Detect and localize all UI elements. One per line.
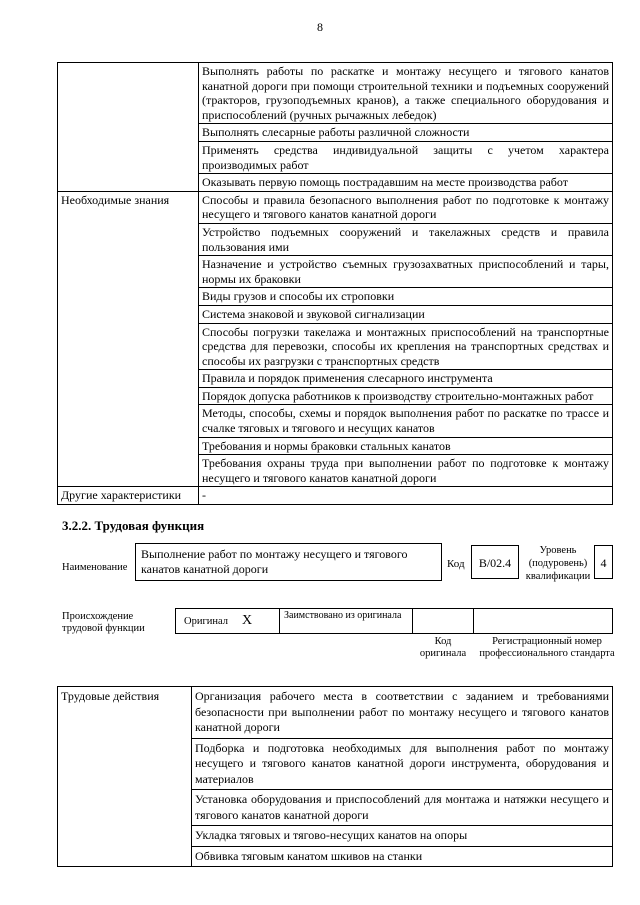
original-code-box (412, 608, 474, 634)
original-mark: X (242, 613, 253, 628)
row-label: Другие характеристики (58, 487, 199, 505)
reg-number-caption: Регистрационный номер профессионального стандарта (479, 636, 615, 659)
row-item: Порядок допуска работников к производству строительно-монтажных работ (199, 387, 613, 405)
function-name-value: Выполнение работ по монтажу несущего и тягового канатов канатной дороги (141, 547, 408, 576)
row-label: Необходимые знания (58, 191, 199, 487)
origin-label: Происхождение трудовой функции (62, 611, 145, 634)
code-label: Код (447, 558, 465, 570)
row-item: Система знаковой и звуковой сигнализации (199, 305, 613, 323)
row-item: Выполнять слесарные работы различной сложности (199, 124, 613, 142)
table-row (58, 191, 613, 223)
skills-knowledge-table (57, 62, 613, 505)
row-item: Способы погрузки такелажа и монтажных приспособлений на транспортные средства для перевозки, способы их крепления на транспортных средствах и способы их разгрузки с транспортных средств (199, 323, 613, 370)
code-value: В/02.4 (478, 556, 512, 570)
reg-number-box (473, 608, 613, 634)
row-item: Устройство подъемных сооружений и такелажных средств и правила пользования ими (199, 223, 613, 255)
row-item: Требования охраны труда при выполнении работ по подготовке к монтажу несущего и тягового канатов канатной дороги (199, 455, 613, 487)
row-item: Установка оборудования и приспособлений для монтажа и натяжки несущего и тягового канатов канатной дороги (192, 790, 613, 826)
level-value-box (594, 545, 613, 579)
original-box (175, 608, 280, 634)
level-value: 4 (600, 556, 607, 570)
table-row (58, 487, 613, 505)
row-item: Выполнять работы по раскатке и монтажу несущего и тягового канатов канатной дороги при помощи строительной техники и подъемных сооружений (тракторов, грузоподъемных кранов), а также специального оборудования и приспособлений (ручных рычажных лебедок) (199, 63, 613, 124)
section-title: 3.2.2. Трудовая функция (62, 518, 205, 533)
table-row (58, 687, 613, 739)
row-item: Оказывать первую помощь пострадавшим на месте производства работ (199, 174, 613, 192)
row-item: Правила и порядок применения слесарного инструмента (199, 370, 613, 388)
row-item: Назначение и устройство съемных грузозахватных приспособлений и тары, нормы их браковки (199, 256, 613, 288)
level-label: Уровень (подуровень) квалификации (525, 545, 591, 582)
row-item: Укладка тяговых и тягово-несущих канатов на опоры (192, 826, 613, 847)
row-item: Подборка и подготовка необходимых для выполнения работ по монтажу несущего и тягового канатов канатной дороги инструмента, оборудования и материалов (192, 738, 613, 790)
row-item: - (199, 487, 613, 505)
row-item: Способы и правила безопасного выполнения работ по подготовке к монтажу несущего и тягового канатов канатной дороги (199, 191, 613, 223)
row-item: Организация рабочего места в соответствии с заданием и требованиями безопасности при выполнении работ по монтажу несущего и тягового канатов канатной дороги (192, 687, 613, 739)
name-label: Наименование (62, 562, 128, 573)
page-number: 8 (317, 20, 323, 34)
row-label: Трудовые действия (58, 687, 192, 867)
orig-code-caption: Код оригинала (419, 636, 467, 659)
labor-actions-table (57, 686, 613, 867)
function-name-box (135, 543, 442, 581)
row-item: Виды грузов и способы их строповки (199, 288, 613, 306)
borrowed-label: Заимствовано из оригинала (284, 610, 402, 621)
row-item: Требования и нормы браковки стальных канатов (199, 437, 613, 455)
row-item: Методы, способы, схемы и порядок выполнения работ по раскатке по трассе и счалке тяговых и тягового и несущих канатов (199, 405, 613, 437)
row-label (58, 63, 199, 192)
row-item: Применять средства индивидуальной защиты с учетом характера производимых работ (199, 141, 613, 173)
original-label: Оригинал (184, 616, 228, 627)
borrowed-box (279, 608, 413, 634)
code-value-box (471, 545, 519, 579)
table-row (58, 63, 613, 124)
row-item: Обвивка тяговым канатом шкивов на станки (192, 846, 613, 867)
